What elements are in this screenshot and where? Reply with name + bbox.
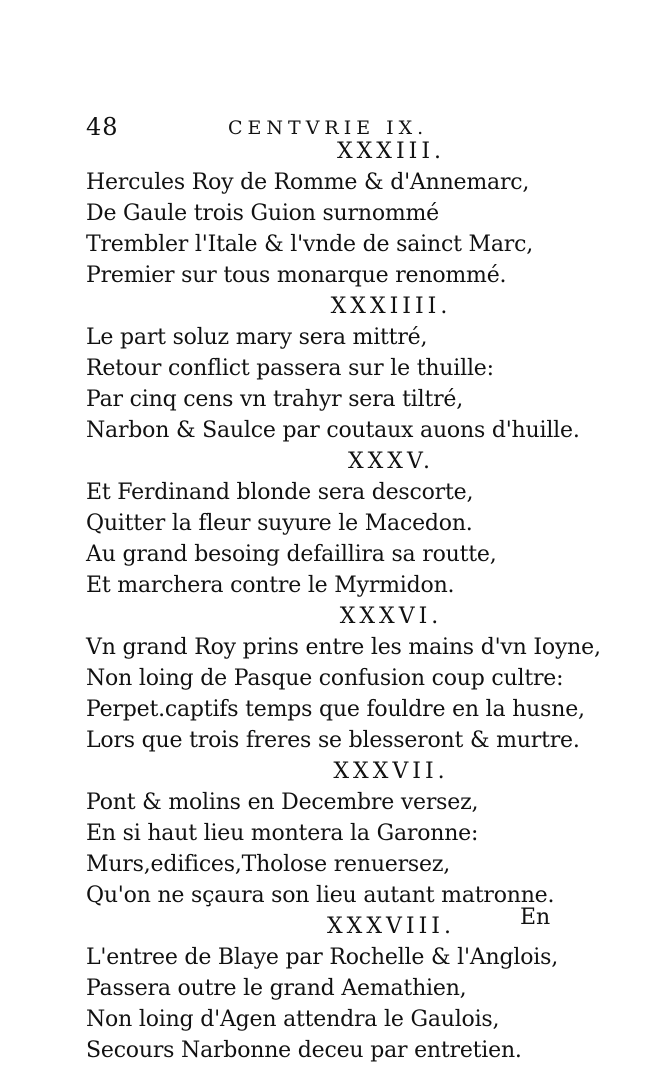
quatrain [86, 446, 626, 601]
quatrain [86, 601, 626, 756]
verse-line: Non loing de Pasque confusion coup cultre: [86, 666, 564, 691]
page-heading: CENTVRIE IX. [228, 117, 429, 139]
verse-line: Non loing d'Agen attendra le Gaulois, [86, 1007, 500, 1032]
verse-line: Trembler l'Itale & l'vnde de sainct Marc, [86, 232, 533, 257]
verse-line: Narbon & Saulce par coutaux auons d'huille. [86, 418, 580, 443]
verse-line: Lors que trois freres se blesseront & murtre. [86, 728, 580, 753]
quatrain [86, 136, 626, 291]
verse-line: Et Ferdinand blonde sera descorte, [86, 480, 474, 505]
verse-line: Le part soluz mary sera mittré, [86, 325, 428, 350]
verse-line: Secours Narbonne deceu par entretien. [86, 1038, 522, 1063]
quatrain [86, 291, 626, 446]
verse-line: Qu'on ne sçaura son lieu autant matronne. [86, 883, 555, 908]
verse-line: Par cinq cens vn trahyr sera tiltré, [86, 387, 464, 412]
verse-line: Au grand besoing defaillira sa routte, [86, 542, 497, 567]
verse-line: Passera outre le grand Aemathien, [86, 976, 467, 1001]
quatrain-number: XXXIIII. [330, 294, 452, 319]
verse-line: L'entree de Blaye par Rochelle & l'Anglois, [86, 945, 559, 970]
verse-line: En si haut lieu montera la Garonne: [86, 821, 479, 846]
quatrain-number: XXXIII. [336, 139, 446, 164]
verse-line: Quitter la fleur suyure le Macedon. [86, 511, 473, 536]
verse-line: De Gaule trois Guion surnommé [86, 201, 439, 226]
quatrain-number: XXXV. [347, 449, 435, 474]
page-number: 48 [86, 113, 119, 141]
verse-line: Perpet.captifs temps que fouldre en la husne, [86, 697, 585, 722]
quatrain [86, 756, 626, 911]
verse-line: Murs,edifices,Tholose renuersez, [86, 852, 451, 877]
quatrain-number: XXXVII. [333, 759, 449, 784]
verse-line: Pont & molins en Decembre versez, [86, 790, 479, 815]
verse-line: Et marchera contre le Myrmidon. [86, 573, 455, 598]
verse-line: Retour conflict passera sur le thuille: [86, 356, 494, 381]
verse-line: Premier sur tous monarque renommé. [86, 263, 507, 288]
catchword: En [520, 905, 551, 930]
quatrain [86, 911, 626, 1066]
verse-line: Hercules Roy de Romme & d'Annemarc, [86, 170, 530, 195]
quatrain-number: XXXVIII. [327, 914, 455, 939]
verse-line: Vn grand Roy prins entre les mains d'vn Ioyne, [86, 635, 601, 660]
quatrain-number: XXXVI. [339, 604, 443, 629]
